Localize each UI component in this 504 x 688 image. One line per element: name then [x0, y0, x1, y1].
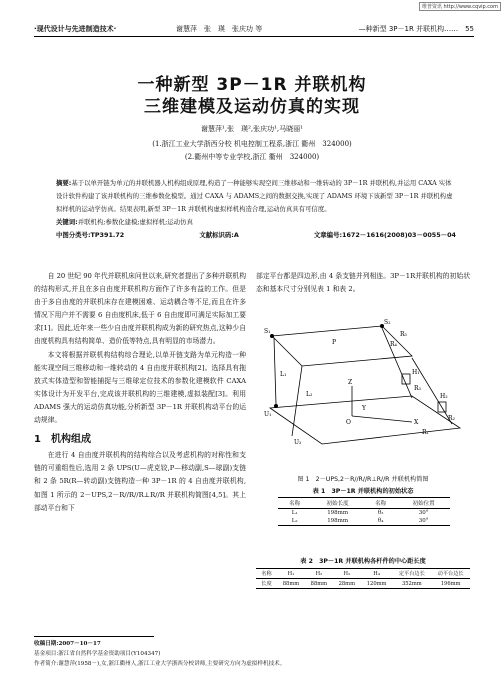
table-cell: 196mm [440, 580, 461, 587]
table-header: 名称 [289, 501, 301, 507]
table-header: 动平台边长 [437, 571, 464, 577]
table-row [278, 517, 450, 526]
table-cell: θ₃ [377, 510, 384, 516]
table-cell: 198mm [327, 510, 349, 516]
joint-s1 [270, 334, 274, 338]
ups-limb-2 [292, 366, 302, 436]
label-s1: S₁ [264, 328, 271, 335]
table-1 [278, 497, 450, 526]
classification-line: 中图分类号:TP391.72 文献标识码:A 文章编号:1672－1616(2008)03－0055－04 [56, 231, 456, 239]
label-h2: H₂ [440, 393, 448, 400]
footnote-rule [34, 636, 154, 637]
table-cell: 长度 [261, 581, 272, 587]
table-cell: 198mm [327, 518, 349, 524]
label-p: P [332, 339, 337, 346]
label-z: Z [348, 379, 353, 386]
table-cell: 30° [418, 510, 429, 516]
table-cell: 88mm [310, 580, 328, 587]
table-row [278, 509, 450, 518]
section-paragraph: 在进行 4 自由度并联机构的结构综合以及考虑机构的对称性和支链的可重组性后,选用 2 条 UPS(U—虎克铰,P—移动副,S—球副)支链和 2 条 5R(R—转动副)支链构造一种 3P－1R 的 4 自由度并联机构,如图 1 所示的 2－UPS,2－R//R//R⊥R//R 并联机构简图[4,5]。其上部动平台和下 [34, 451, 246, 512]
table-header: H₂ [315, 570, 323, 577]
table-cell: 30° [418, 518, 429, 524]
ups-limb-1 [274, 338, 276, 404]
label-r4: R₄ [390, 341, 397, 348]
table-header: 定平台边长 [398, 571, 425, 577]
label-r1: R₁ [422, 429, 429, 436]
abstract-block [56, 177, 456, 242]
table-cell: 352mm [401, 580, 422, 587]
table-cell: 88mm [282, 580, 300, 587]
header-title-page: —种新型 3P－1R 并联机构…… 55 [358, 25, 474, 33]
label-l1: L₁ [280, 371, 287, 378]
label-u1: U₁ [264, 411, 272, 418]
title-line-2: 三维建模及运动仿真的实现 [144, 97, 360, 117]
rr-limb-1 [382, 328, 412, 398]
table-header: H₃ [343, 570, 351, 577]
label-o: O [346, 419, 351, 426]
author-list: 谢慧萍¹,张 瑛²,张庆功¹,马晓丽¹ [201, 125, 303, 133]
table-cell: θ₄ [377, 518, 384, 524]
watermark: 维普资讯 http://www.cqvip.com [419, 2, 501, 11]
label-u2: U₂ [294, 439, 302, 446]
abstract: 摘要:基于以单开链为单元的并联机器人机构组成原理,构造了一种能够实现空间三维移动和一维转动的 3P－1R 并联机构,并运用 CAXA 实体设计软件构建了该并联机构的三维参数化模型。通过 CAXA 与 ADAMS之间的数据交换,实现了 ADAMS 环境下该新型 3P－1R 并联机构虚拟样机的运动学仿真。结果表明,新型 3P－1R 并联机构虚拟样机构造合理,运动仿真具有可信度。 [56, 179, 453, 213]
table-cell: 28mm [338, 580, 356, 587]
joint-u1 [274, 404, 278, 408]
affiliation-2: (2.衢州中等专业学校,浙江 衢州 324000) [184, 153, 320, 161]
label-s2: S₂ [384, 319, 391, 326]
label-r2: R₂ [448, 415, 455, 422]
left-column [34, 270, 246, 515]
keywords: 关键词:并联机构;参数化建模;虚拟样机;运动仿真 [56, 218, 193, 226]
joint-box [402, 374, 410, 384]
fixed-platform [270, 396, 460, 444]
label-x: X [414, 419, 419, 426]
footnote-author: 作者简介:谢慧萍(1958－),女,浙江衢州人,浙江工业大学浙西分校讲师,主要研究方向为虚拟样机技术。 [34, 661, 286, 667]
table-header: 初始长度 [326, 501, 349, 507]
label-r3: R₃ [414, 385, 421, 392]
table-cell: 120mm [366, 580, 387, 587]
figure-caption: 图 1 2－UPS,2－R//R//R⊥R//R 并联机构简图 [297, 476, 429, 483]
right-column-text: 部定平台都是四边形,由 4 条支链并列相连。3P－1R并联机构的初始状态和基本尺寸分别见表 1 和表 2。 [256, 272, 470, 294]
title-line-1: 一种新型 3P－1R 并联机构 [137, 75, 367, 95]
intro-paragraph-2: 本文将根据并联机构结构综合理论,以单开链支路为单元构造一种能实现空间三维移动和一维转动的 4 自由度并联机构[2]。选择具有拖放式实体造型和智能捕捉与三维球定位技术的参数化建模软件 CAXA 实体设计为开发平台,完成该并联机构的三维建模,虚拟装配[3]。利用 ADAMS 强大的运动仿真功能,分析新型 3P－1R 并联机构动平台的运动规律。 [34, 350, 246, 425]
footnotes [34, 639, 474, 669]
table-header: 名称 [375, 501, 387, 507]
table-header: H₄ [373, 570, 380, 577]
table-header: H₁ [287, 570, 295, 577]
table-header: 名称 [261, 571, 272, 577]
intro-paragraph: 自 20 世纪 90 年代并联机床问世以来,研究者提出了多种并联机构的结构形式,并且在多自由度并联机构方面作了许多有益的工作。但是由于多自由度的并联机床存在建模困难、运动耦合等不足,而且在许多情况下用户并不需要 6 自由度机床,低于 6 自由度即可满足实际加工要求[1]。因此,近年来一些少自由度并联机构成为新的研究热点,这种少自由度机构具有结构简单、造价低等特点,具有明显的市场潜力。 [34, 272, 246, 346]
section-heading: 1 机构组成 [34, 434, 91, 446]
mechanism-diagram [262, 316, 468, 466]
table-header: 初始位置 [412, 501, 435, 507]
label-y: Y [362, 405, 366, 412]
table-cell: L₁ [291, 510, 298, 516]
table1-caption: 表 1 3P－1R 并联机构的初始状态 [312, 488, 414, 495]
table-row [256, 579, 470, 589]
running-header [34, 22, 474, 37]
table-2 [256, 568, 470, 589]
table-cell: L₂ [291, 518, 298, 524]
header-authors: 谢慧萍 张 瑛 张庆功 等 [176, 25, 263, 33]
label-r5: R₅ [400, 331, 407, 338]
x-axis [352, 416, 412, 422]
header-column: ·现代设计与先进制造技术· [34, 25, 117, 33]
affiliation-1: (1.浙江工业大学浙西分校 机电控制工程系,浙江 衢州 324000) [152, 140, 352, 148]
footnote-received: 收稿日期:2007－10－17 [34, 641, 101, 647]
table2-caption: 表 2 3P－1R 并联机构各杆件的中心距长度 [300, 558, 426, 565]
label-l2: L₂ [306, 391, 313, 398]
label-h1: H₁ [412, 369, 420, 376]
footnote-fund: 基金项目:浙江省自然科学基金资助项目(Y104347) [34, 651, 161, 657]
